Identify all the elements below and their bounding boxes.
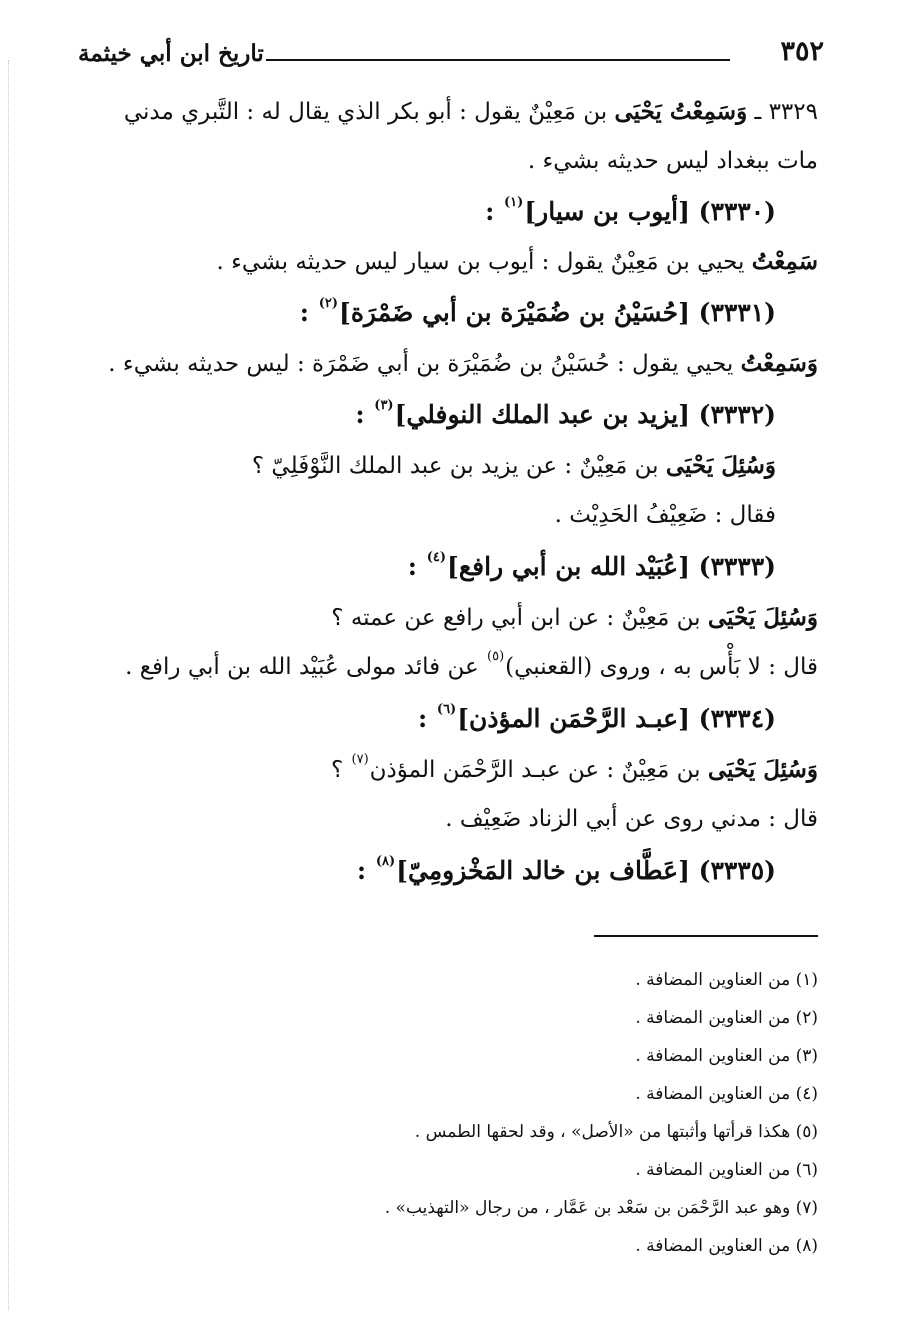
footnote-ref: (١) [504,195,524,210]
heading-3331 [300,298,776,328]
heading-colon: : [355,400,365,429]
footnote-ref: (٦) [436,702,457,717]
entry-text: يحيي يقول : حُسَيْنُ بن ضُمَيْرَة بن أبي ضَمْرَة : ليس حديثه بشيء . [108,351,734,377]
footnote-ref: (٧) [351,752,369,767]
footnote-3: (٣) من العناوين المضافة . [635,1046,818,1066]
footnote-ref: (٥) [487,649,505,664]
binding-gutter-dots [8,60,9,1310]
footnote-1: (١) من العناوين المضافة . [635,970,818,990]
heading-text: (٣٣٣٢) [يزيد بن عبد الملك النوفلي] [394,400,776,429]
entry-text: قال : لا بَأْس به ، وروى (القعنبي) [505,654,818,680]
narration-verb: سَمِعْتُ [751,248,818,275]
heading-text: (٣٣٣١) [حُسَيْنُ بن ضُمَيْرَة بن أبي ضَمْرَة] [338,298,776,327]
footnote-2: (٢) من العناوين المضافة . [635,1008,818,1028]
heading-colon: : [407,552,418,581]
footnote-ref: (٢) [318,296,338,311]
heading-colon: : [356,856,367,885]
narration-verb: وَسُئِلَ يَحْيَى [707,756,818,783]
heading-3335 [357,856,776,886]
footnote-7: (٧) وهو عبد الرَّحْمَن بن سَعْد بن عَمَّار ، من رجال «التهذيب» . [384,1198,818,1218]
entry-text: بن مَعِيْنٌ : عن يزيد بن عبد الملك النَّوْفَلِيّ ؟ [251,453,659,479]
heading-text: (٣٣٣٥) [عَطَّاف بن خالد المَخْزومِيّ] [396,856,776,885]
heading-colon: : [299,298,309,327]
footnote-8: (٨) من العناوين المضافة . [635,1236,818,1256]
entry-number: ٣٣٢٩ ـ [754,99,818,125]
heading-colon: : [417,704,428,733]
footnote-4: (٤) من العناوين المضافة . [635,1084,818,1104]
entry-text: بن مَعِيْنٌ : عن عبـد الرَّحْمَن المؤذن [369,757,701,783]
text-3334-answer: قال : مدني روى عن أبي الزناد ضَعِيْف . [445,806,818,832]
entry-text: بن مَعِيْنٌ يقول : أبو بكر الذي يقال له : التَّبري مدني [123,99,608,125]
text-3332-question [252,452,776,481]
text-3334-question [330,752,818,785]
entry-3329-line-2: مات ببغداد ليس حديثه بشيء . [527,148,818,174]
book-title: تاريخ ابن أبي خيثمة [78,40,264,67]
page-header [78,34,824,74]
heading-text: (٣٣٣٠) [أيوب بن سيار] [524,197,776,226]
heading-colon: : [485,197,495,226]
page-number: ٣٥٢ [780,36,824,67]
heading-3332 [355,400,776,430]
heading-3330 [485,197,776,227]
footnote-ref: (٤) [426,550,447,565]
narration-verb: وَسَمِعْتُ [740,350,818,377]
text-3331 [108,350,818,379]
entry-text: عن فائد مولى عُبَيْد الله بن أبي رافع . [125,654,479,680]
footnote-separator [594,935,818,937]
heading-text: (٣٣٣٤) [عبـد الرَّحْمَن المؤذن] [457,704,776,733]
entry-3329-line-1 [124,98,818,127]
text-3332-answer: فقال : ضَعِيْفُ الحَدِيْث . [554,502,776,528]
heading-text: (٣٣٣٣) [عُبَيْد الله بن أبي رافع] [447,552,776,581]
heading-3333 [408,552,776,582]
narration-verb: وَسَمِعْتُ يَحْيَى [614,98,748,125]
entry-text: ؟ [330,757,344,783]
narration-verb: وَسُئِلَ يَحْيَى [665,452,776,479]
text-3333-question [331,604,818,633]
footnote-5: (٥) هكذا قرأتها وأثبتها من «الأصل» ، وقد لحقها الطمس . [414,1122,818,1142]
footnote-ref: (٨) [375,854,396,869]
text-3330 [216,248,818,277]
header-rule [266,59,730,61]
heading-3334 [418,704,776,734]
entry-text: يحيي بن مَعِيْنٌ يقول : أيوب بن سيار ليس حديثه بشيء . [216,249,745,275]
footnote-ref: (٣) [374,398,394,413]
footnote-6: (٦) من العناوين المضافة . [635,1160,818,1180]
text-3333-answer [125,649,818,682]
entry-text: بن مَعِيْنٌ : عن ابن أبي رافع عن عمته ؟ [331,605,701,631]
narration-verb: وَسُئِلَ يَحْيَى [707,604,818,631]
